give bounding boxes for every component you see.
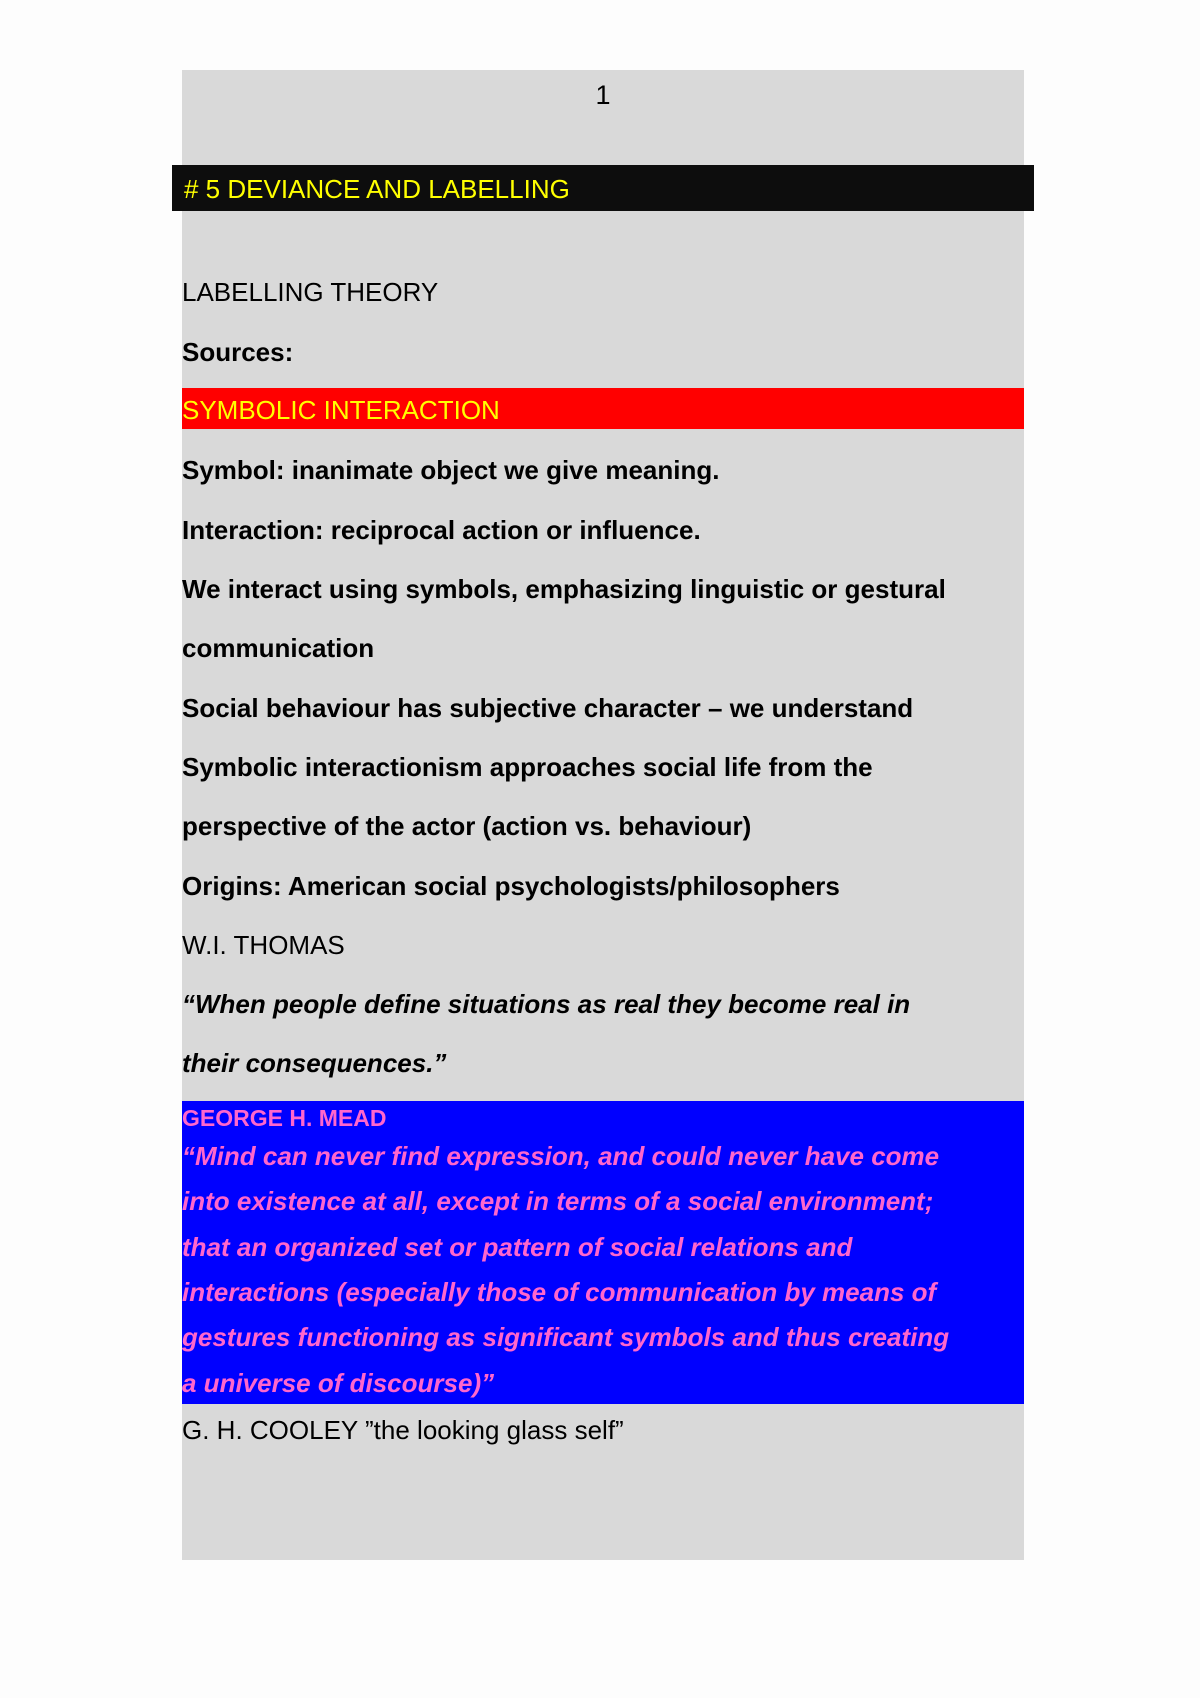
page-number: 1: [595, 80, 611, 110]
thomas-quote-line: their consequences.”: [182, 1048, 447, 1078]
text-line: perspective of the actor (action vs. behaviour): [182, 811, 752, 841]
text-line: Symbol: inanimate object we give meaning.: [182, 455, 720, 485]
text-line: Social behaviour has subjective character – we understand: [182, 693, 914, 723]
thomas-name: W.I. THOMAS: [182, 930, 345, 960]
mead-quote-line: gestures functioning as significant symbols and thus creating: [182, 1322, 950, 1352]
thomas-quote-line: “When people define situations as real they become real in: [182, 989, 911, 1019]
document-heading: # 5 DEVIANCE AND LABELLING: [184, 174, 570, 204]
mead-quote-line: into existence at all, except in terms of a social environment;: [182, 1186, 934, 1216]
labelling-theory-heading: LABELLING THEORY: [182, 277, 439, 307]
text-line: Origins: American social psychologists/philosophers: [182, 871, 840, 901]
mead-quote-line: that an organized set or pattern of social relations and: [182, 1232, 853, 1262]
cooley-line: G. H. COOLEY ”the looking glass self”: [182, 1415, 624, 1445]
symbolic-interaction-heading: SYMBOLIC INTERACTION: [182, 395, 500, 425]
mead-quote-line: interactions (especially those of communication by means of: [182, 1277, 937, 1307]
text-line: We interact using symbols, emphasizing linguistic or gestural: [182, 574, 946, 604]
text-line: Symbolic interactionism approaches social life from the: [182, 752, 873, 782]
mead-quote-line: “Mind can never find expression, and could never have come: [182, 1141, 940, 1171]
text-line: Interaction: reciprocal action or influence.: [182, 515, 701, 545]
sources-label: Sources:: [182, 337, 294, 367]
mead-name: GEORGE H. MEAD: [182, 1105, 387, 1131]
mead-quote-line: a universe of discourse)”: [182, 1368, 495, 1398]
text-line: communication: [182, 633, 375, 663]
